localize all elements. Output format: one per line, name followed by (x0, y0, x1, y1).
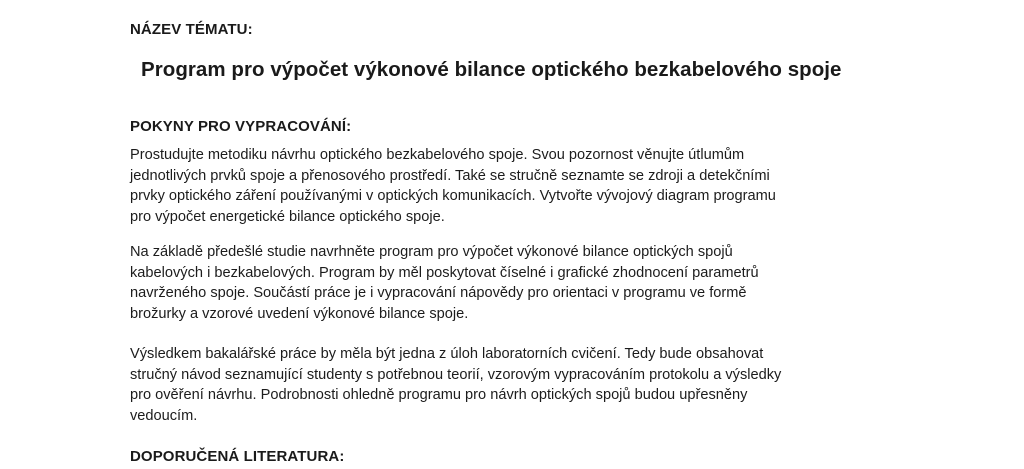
paragraph-line: navrženého spoje. Součástí práce je i vypracování nápovědy pro orientaci v programu ve formě (130, 285, 747, 301)
topic-label: NÁZEV TÉMATU: (130, 21, 253, 38)
paragraph-line: prvky optického záření používanými v optických komunikacích. Vytvořte vývojový diagram programu (130, 188, 776, 204)
paragraph-line: pro výpočet energetické bilance optického spoje. (130, 208, 445, 225)
literature-label: DOPORUČENÁ LITERATURA: (130, 448, 345, 465)
paragraph-line: jednotlivých prvků spoje a přenosového prostředí. Také se stručně seznamte se zdroji a detekčními (130, 167, 770, 184)
instructions-paragraph-3 (130, 344, 781, 426)
instructions-paragraph-1 (130, 145, 776, 227)
thesis-title: Program pro výpočet výkonové bilance optického bezkabelového spoje (141, 58, 842, 81)
instructions-label: POKYNY PRO VYPRACOVÁNÍ: (130, 118, 352, 135)
paragraph-line: vedoucím. (130, 407, 198, 424)
paragraph-line: Prostudujte metodiku návrhu optického bezkabelového spoje. Svou pozornost věnujte útlumům (130, 147, 745, 163)
paragraph-line: stručný návod seznamující studenty s potřebnou teorií, vzorovým vypracováním protokolu a výsledky (130, 366, 782, 383)
paragraph-line: brožurky a vzorové uvedení výkonové bilance spoje. (130, 305, 469, 322)
instructions-paragraph-2 (130, 242, 759, 324)
paragraph-line: pro ověření návrhu. Podrobnosti ohledně programu pro návrh optických spojů budou upřesněny (130, 387, 748, 403)
paragraph-line: Výsledkem bakalářské práce by měla být jedna z úloh laboratorních cvičení. Tedy bude obsahovat (130, 346, 764, 362)
paragraph-line: Na základě předešlé studie navrhněte program pro výpočet výkonové bilance optických spojů (130, 244, 733, 260)
paragraph-line: kabelových i bezkabelových. Program by měl poskytovat číselné i grafické zhodnocení parametrů (130, 264, 759, 281)
